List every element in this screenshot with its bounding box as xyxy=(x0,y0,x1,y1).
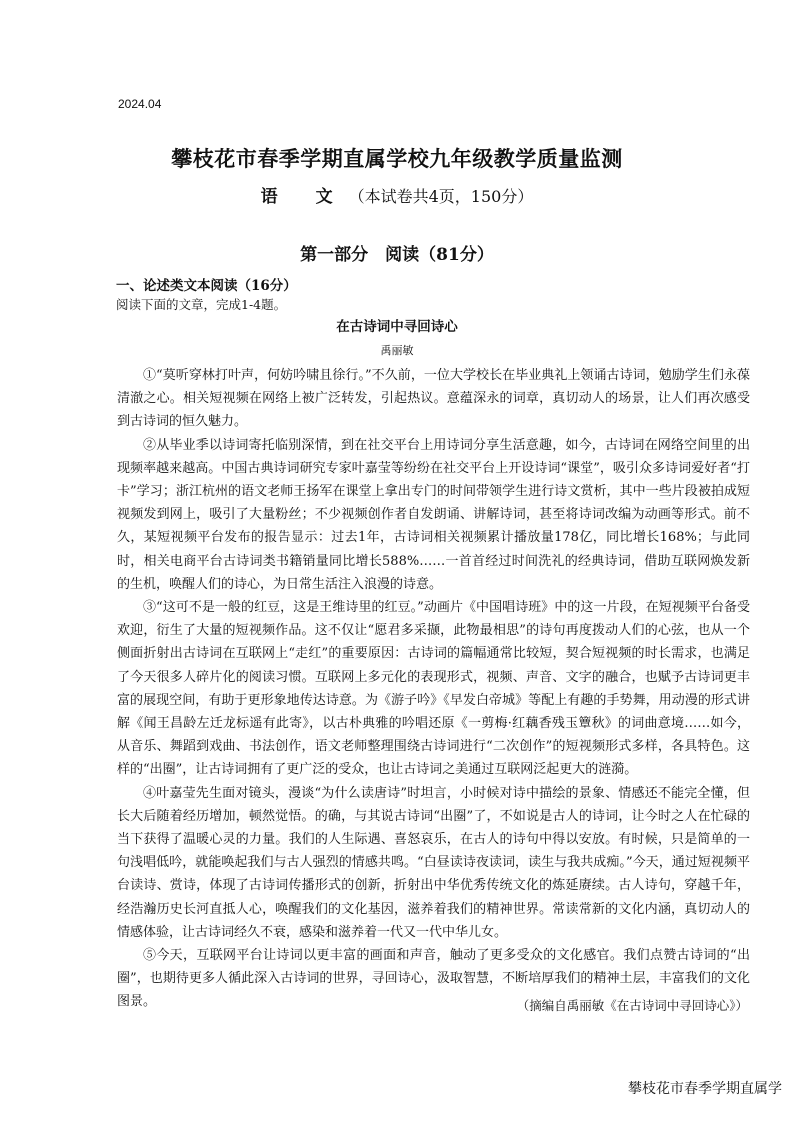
subject-line xyxy=(0,182,794,207)
exam-title: 攀枝花市春季学期直属学校九年级教学质量监测 xyxy=(171,146,623,171)
subject-name: 语 文 xyxy=(260,187,349,207)
article-title: 在古诗词中寻回诗心 xyxy=(336,319,458,335)
article-author: 禹丽敏 xyxy=(380,344,414,357)
subject-note: （本试卷共4页，150分） xyxy=(348,187,534,206)
page-footer: 攀枝花市春季学期直属学 xyxy=(628,1080,782,1096)
exam-date: 2024.04 xyxy=(118,97,162,111)
article-paragraph-4: ④叶嘉莹先生面对镜头，漫谈“为什么读唐诗”时坦言，小时候对诗中描绘的景象、情感还不能完全懂，但长大后随着经历增加，顿然觉悟。的确，与其说古诗词“出圈”了，不如说是古人的诗词，让今时之人在忙碌的当下获得了温暖心灵的力量。我们的人生际遇、喜怒哀乐，在古人的诗句中得以安放。有时候，只是简单的一句浅唱低吟，就能唤起我们与古人强烈的情感共鸣。“白昼读诗夜读词，读生与我共成痴。”今天，通过短视频平台读诗、赏诗，体现了古诗词传播形式的创新，折射出中华优秀传统文化的炼延赓续。古人诗句，穿越千年，经浩瀚历史长河直抵人心，唤醒我们的文化基因，滋养着我们的精神世界。常读常新的文化内涵，真切动人的情感体验，让古诗词经久不衰，感染和滋养着一代又一代中华儿女。 xyxy=(117,785,750,940)
article-paragraph-3: ③“这可不是一般的红豆，这是王维诗里的红豆。”动画片《中国唱诗班》中的这一片段，在短视频平台备受欢迎，衍生了大量的短视频作品。这不仅让“愿君多采撷，此物最相思”的诗句再度拨动人们的心弦，也从一个侧面折射出古诗词在互联网上“走红”的重要原因：古诗词的篇幅通常比较短，契合短视频的时长需求，也满足了今天很多人碎片化的阅读习惯。互联网上多元化的表现形式，视频、声音、文字的融合，也赋予古诗词更丰富的展现空间，有助于更形象地传达诗意。为《游子吟》《早发白帝城》等配上有趣的手势舞，用动漫的形式讲解《闻王昌龄左迁龙标遥有此寄》，以古朴典雅的吟唱还原《一剪梅·红藕香残玉簟秋》的词曲意境……如今，从音乐、舞蹈到戏曲、书法创作，语文老师整理围绕古诗词进行“二次创作”的短视频形式多样，各具特色。这样的“出圈”，让古诗词拥有了更广泛的受众，也让古诗词之美通过互联网泛起更大的涟漪。 xyxy=(117,600,750,778)
article-paragraph-1: ①“莫听穿林打叶声，何妨吟啸且徐行。”不久前，一位大学校长在毕业典礼上领诵古诗词，勉励学生们永葆清澈之心。相关短视频在网络上被广泛转发，引起热议。意蕴深永的词章，真切动人的场景，让人们再次感受到古诗词的恒久魅力。 xyxy=(117,368,750,430)
section-instruction: 阅读下面的文章，完成1-4题。 xyxy=(116,297,287,312)
article-body xyxy=(117,364,750,1014)
article-paragraph-2: ②从毕业季以诗词寄托临别深情，到在社交平台上用诗词分享生活意趣，如今，古诗词在网络空间里的出现频率越来越高。中国古典诗词研究专家叶嘉莹等纷纷在社交平台上开设诗词“课堂”，吸引众多诗词爱好者“打卡”学习；浙江杭州的语文老师王扬军在课堂上拿出专门的时间带领学生进行诗文赏析，其中一些片段被拍成短视频发到网上，吸引了大量粉丝；不少视频创作者自发朗诵、讲解诗词，甚至将诗词改编为动画等形式。前不久，某短视频平台发布的报告显示：过去1年，古诗词相关视频累计播放量178亿，同比增长168%；与此同时，相关电商平台古诗词类书籍销量同比增长588%……一首首经过时间洗礼的经典诗词，借助互联网焕发新的生机，唤醒人们的诗心，为日常生活注入浪漫的诗意。 xyxy=(117,437,750,592)
article-paragraph-5: ⑤今天，互联网平台让诗词以更丰富的画面和声音，触动了更多受众的文化感官。我们点赞古诗词的“出圈”，也期待更多人循此深入古诗词的世界，寻回诗心，汲取智慧，不断培厚我们的精神土层，丰富我们的文化图景。 xyxy=(117,948,750,1010)
article-source: （摘编自禹丽敏《在古诗词中寻回诗心》） xyxy=(516,998,748,1013)
part-title: 第一部分 阅读（81分） xyxy=(300,245,494,265)
section-title: 一、论述类文本阅读（16分） xyxy=(116,278,297,294)
